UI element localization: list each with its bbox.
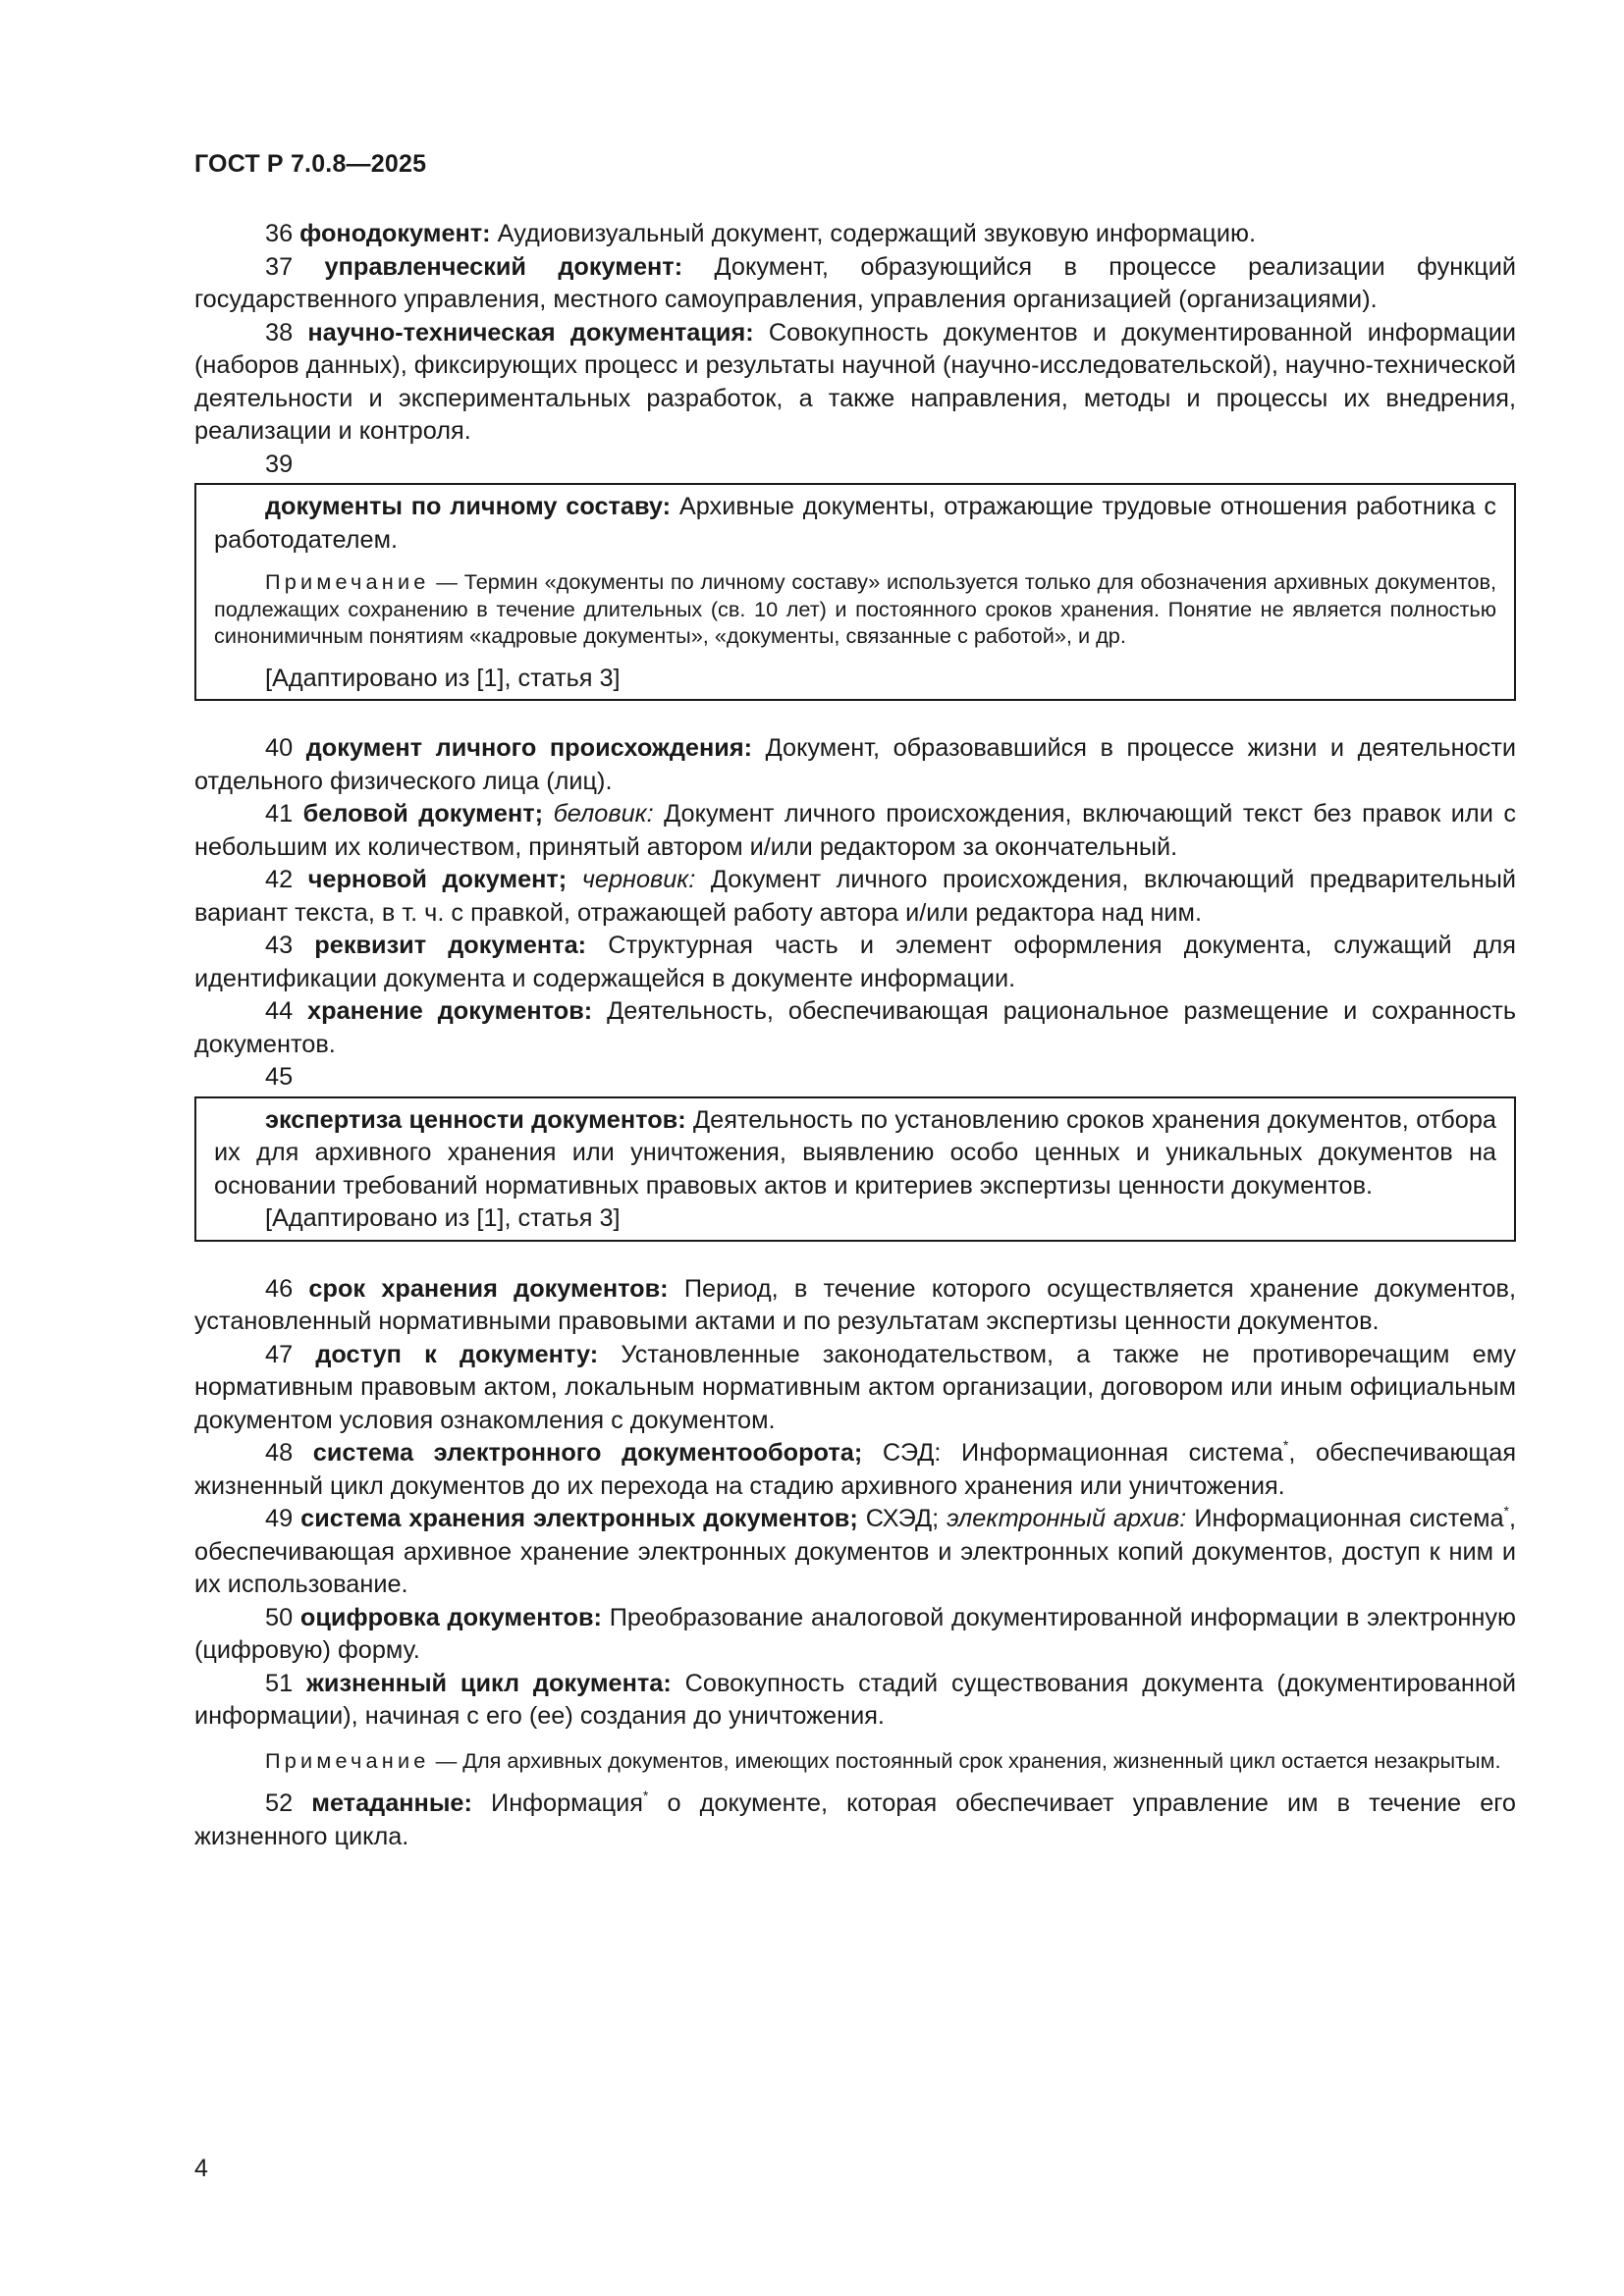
term-definition: Установленные законодательством, а также не противоречащим ему нормативным правовым актом, локальным нормативным актом организации, договором или иным официальным документом условия ознакомления с документом. [194, 1340, 1517, 1434]
term-definition: Совокупность документов и документированной информации (наборов данных), фиксирующих процесс и результаты научной (научно-исследовательской), научно-технической деятельности и экспериментальных разработок, а также направления, методы и процессы их внедрения, реализации и контроля. [194, 318, 1517, 445]
term-box-39 [194, 483, 1516, 701]
document-page [194, 0, 1516, 2296]
term-name: метаданные: [311, 1789, 472, 1817]
note-label: Примечание [265, 1747, 430, 1773]
term-definition: Период, в течение которого осуществляется хранение документов, установленный нормативными правовыми актами и по результатам экспертизы ценности документов. [194, 1274, 1516, 1335]
term-entry-46 [194, 1273, 1516, 1339]
term-definition-cont: , обеспечивающая жизненный цикл документов до их перехода на стадию архивного хранения или уничтожения. [194, 1439, 1517, 1500]
term-entry-41 [194, 798, 1516, 864]
term-number: 52 [265, 1789, 294, 1817]
term-synonym: электронный архив: [947, 1505, 1187, 1532]
term-number: 46 [265, 1274, 294, 1303]
term-number: 47 [265, 1340, 294, 1368]
term-definition: Информационная система [1194, 1505, 1504, 1532]
term-note-51 [194, 1747, 1516, 1775]
term-number: 48 [265, 1439, 294, 1467]
term-entry-37 [194, 251, 1516, 317]
page-number: 4 [194, 2155, 208, 2182]
term-name: доступ к документу: [315, 1340, 599, 1368]
term-name: хранение документов: [307, 997, 593, 1025]
term-number: 43 [265, 932, 294, 959]
term-entry-43 [194, 930, 1516, 995]
term-entry-49 [194, 1503, 1516, 1602]
term-entry-50 [194, 1602, 1516, 1668]
term-name: система электронного документооборота; [312, 1439, 863, 1467]
footnote-mark: * [1503, 1503, 1509, 1519]
term-name: оцифровка документов: [299, 1603, 602, 1631]
term-number: 49 [265, 1505, 294, 1532]
term-definition: Документ, образовавшийся в процессе жизни и деятельности отдельного физического лица (лиц). [194, 734, 1517, 795]
term-number: 44 [265, 997, 294, 1025]
term-abbreviation: СХЭД; [865, 1505, 940, 1532]
term-source-39: [Адаптировано из [1], статья 3] [265, 664, 621, 692]
term-entry-39 [214, 491, 1496, 557]
term-name: реквизит документа: [314, 932, 587, 959]
term-name: документ личного происхождения: [305, 734, 753, 762]
term-name: документы по личному составу: [265, 493, 672, 520]
term-definition: Информация [491, 1789, 643, 1817]
term-entry-51 [194, 1668, 1516, 1734]
term-definition: Деятельность по установлению сроков хранения документов, отбора их для архивного хранения или уничтожения, выявлению особо ценных и уникальных документов на основании требований нормативных правовых актов и критериев экспертизы ценности документов. [214, 1105, 1496, 1200]
footnote-mark: * [642, 1788, 649, 1803]
note-label: Примечание [265, 569, 430, 594]
term-definition: Документ личного происхождения, включающий предварительный вариант текста, в т. ч. с правкой, отражающей работу автора и/или редактора над ним. [194, 866, 1517, 927]
term-entry-40 [194, 732, 1516, 798]
term-definition: Структурная часть и элемент оформления документа, служащий для идентификации документа и содержащейся в документе информации. [194, 932, 1516, 992]
term-name: фонодокумент: [299, 220, 491, 247]
term-name: система хранения электронных документов; [300, 1505, 858, 1532]
term-note-39 [214, 568, 1496, 650]
term-name: беловой документ; [302, 800, 544, 828]
term-entry-52 [194, 1788, 1516, 1853]
term-synonym: беловик: [553, 800, 654, 828]
term-definition-cont: о документе, которая обеспечивает управление им в течение его жизненного цикла. [194, 1789, 1517, 1850]
term-box-45 [194, 1096, 1516, 1242]
term-entry-45 [214, 1104, 1496, 1203]
term-number: 37 [265, 252, 294, 281]
term-definition: Документ, образующийся в процессе реализации функций государственного управления, местного самоуправления, управления организацией (организациями). [194, 252, 1517, 313]
term-definition: Аудиовизуальный документ, содержащий звуковую информацию. [497, 220, 1257, 247]
term-definition: Информационная система [961, 1439, 1283, 1467]
term-name: экспертиза ценности документов: [265, 1105, 686, 1134]
term-number: 51 [265, 1669, 294, 1697]
term-number: 50 [265, 1603, 294, 1631]
note-text: — Для архивных документов, имеющих постоянный срок хранения, жизненный цикл остается незакрытым. [435, 1747, 1501, 1773]
term-number: 42 [265, 866, 294, 893]
term-name: черновой документ; [307, 866, 568, 893]
document-body [194, 218, 1516, 1853]
term-entry-36 [194, 218, 1516, 251]
term-number: 40 [265, 734, 294, 762]
term-definition: Преобразование аналоговой документированной информации в электронную (цифровую) форму. [194, 1603, 1516, 1664]
term-name: срок хранения документов: [308, 1274, 669, 1303]
term-name: научно-техническая документация: [307, 318, 754, 347]
term-abbreviation: СЭД: [882, 1439, 942, 1467]
footnote-mark: * [1282, 1437, 1289, 1453]
term-synonym: черновик: [581, 866, 696, 893]
term-entry-47 [194, 1339, 1516, 1438]
term-definition-cont: , обеспечивающая архивное хранение электронных документов и электронных копий документов, доступ к ним и их использование. [194, 1505, 1517, 1598]
term-entry-42 [194, 864, 1516, 930]
term-number-39: 39 [265, 450, 294, 478]
page-header: ГОСТ Р 7.0.8—2025 [194, 150, 427, 178]
term-name: управленческий документ: [324, 252, 683, 281]
term-number: 36 [265, 220, 294, 247]
term-name: жизненный цикл документа: [305, 1669, 672, 1697]
term-source-45: [Адаптировано из [1], статья 3] [265, 1204, 621, 1232]
term-entry-44 [194, 995, 1516, 1061]
term-entry-38 [194, 317, 1516, 449]
term-entry-48 [194, 1437, 1516, 1503]
term-definition: Деятельность, обеспечивающая рациональное размещение и сохранность документов. [194, 997, 1517, 1058]
term-number: 38 [265, 318, 294, 347]
note-text: — Термин «документы по личному составу» используется только для обозначения архивных документов, подлежащих сохранению в течение длительных (св. 10 лет) и постоянного сроков хранения. Понятие не является полностью синонимичным понятиям «кадровые документы», «документы, связанные с работой», и др. [214, 569, 1496, 648]
term-number-45: 45 [265, 1063, 294, 1091]
term-definition: Архивные документы, отражающие трудовые отношения работника с работодателем. [214, 493, 1496, 554]
term-definition: Документ личного происхождения, включающий текст без правок или с небольшим их количеством, принятый автором и/или редактором за окончательный. [194, 800, 1516, 861]
term-number: 41 [265, 800, 294, 828]
term-definition: Совокупность стадий существования документа (документированной информации), начиная с его (ее) создания до уничтожения. [194, 1669, 1517, 1730]
